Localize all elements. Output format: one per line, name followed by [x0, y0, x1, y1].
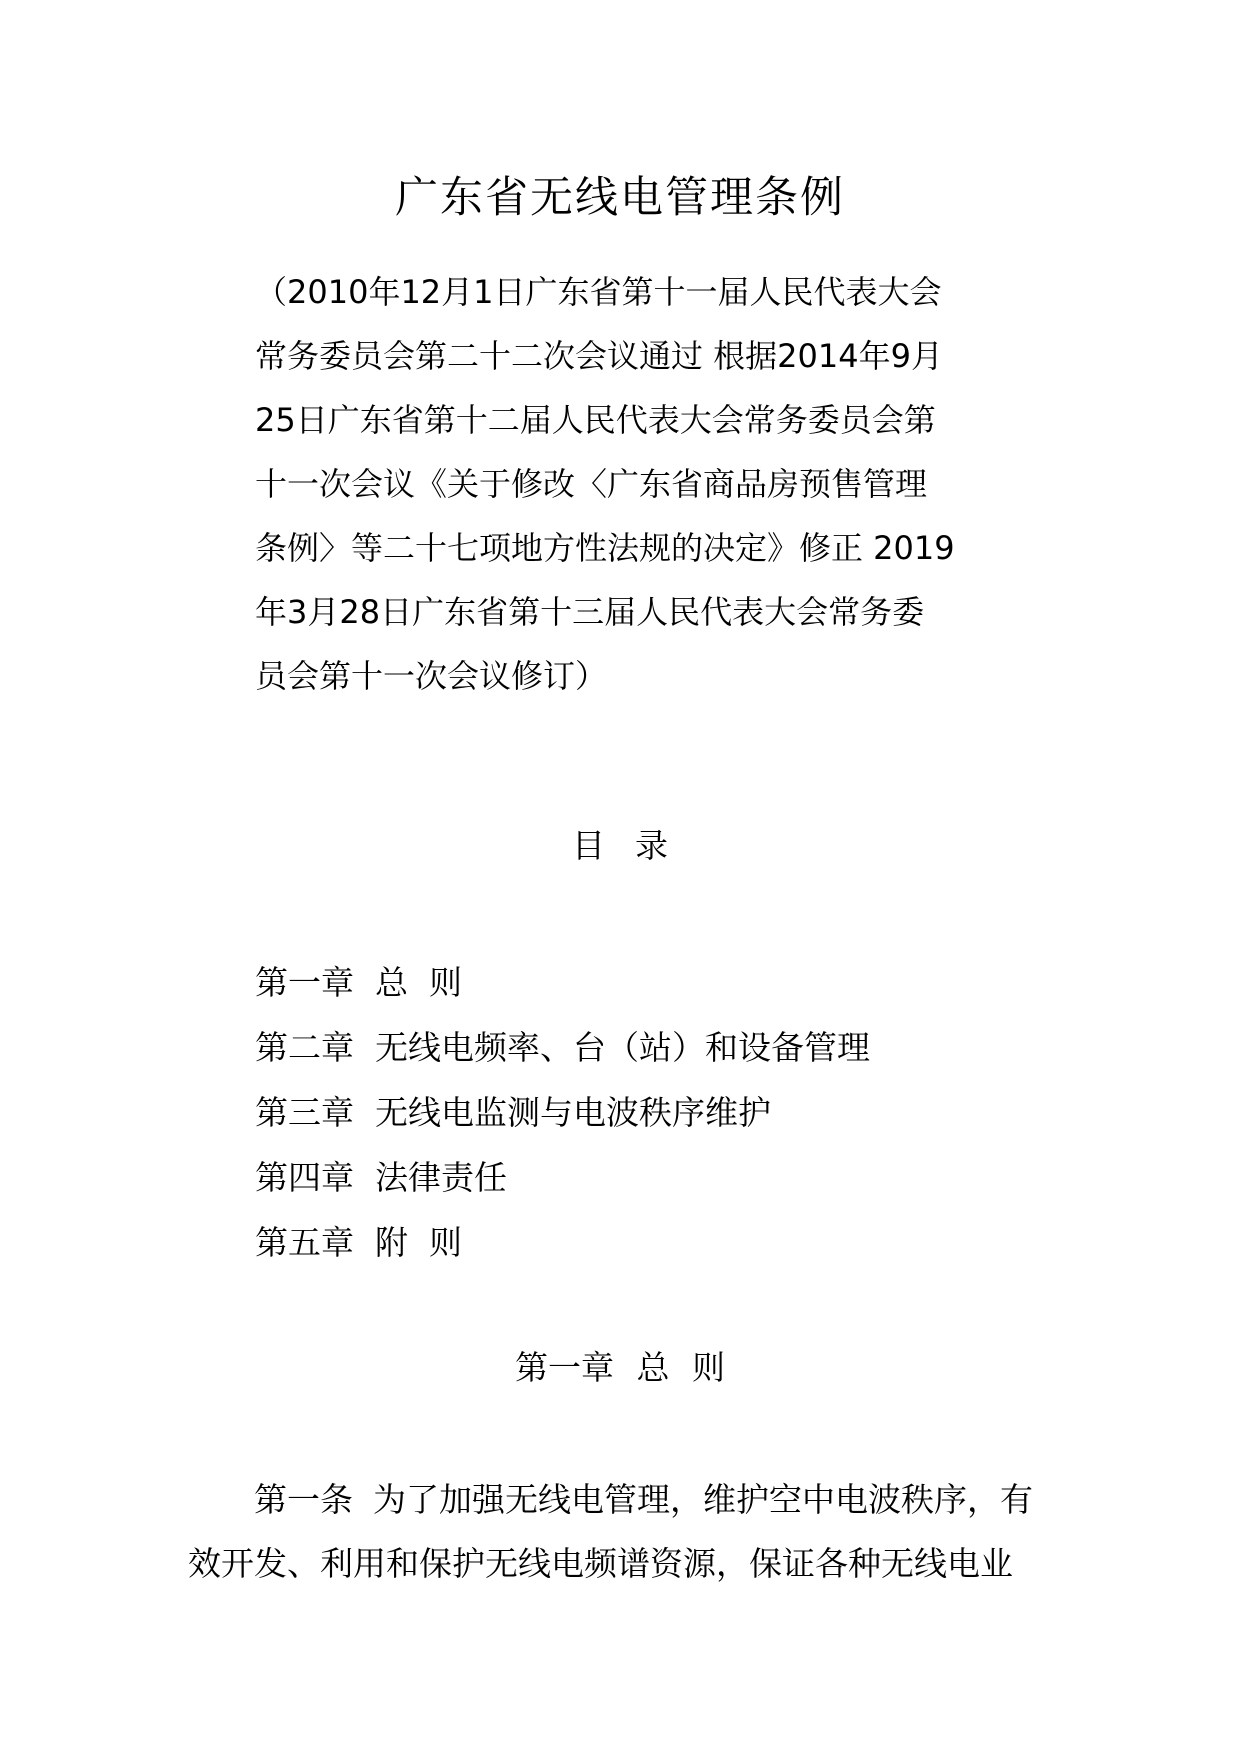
preamble-line: （2010年12月1日广东省第十一届人民代表大会: [255, 273, 942, 311]
chapter-heading: 第一章 总 则: [515, 1348, 725, 1387]
preamble-line: 常务委员会第二十二次会议通过 根据2014年9月: [255, 337, 943, 375]
toc-item: [255, 1015, 1000, 1080]
toc-item-title: 总 则: [375, 963, 462, 1002]
toc-item-number: 第五章: [255, 1223, 354, 1262]
article-1: [188, 1468, 1058, 1596]
preamble: [255, 260, 1000, 708]
document-title: 广东省无线电管理条例: [395, 173, 845, 223]
article-line: [188, 1468, 1058, 1532]
toc-item-number: 第三章: [255, 1093, 354, 1132]
preamble-line: 员会第十一次会议修订）: [255, 657, 608, 695]
toc-item-title: 无线电监测与电波秩序维护: [375, 1093, 771, 1132]
toc-heading: 目录: [572, 826, 698, 865]
preamble-line: 年3月28日广东省第十三届人民代表大会常务委: [255, 593, 925, 631]
preamble-line: 25日广东省第十二届人民代表大会常务委员会第: [255, 401, 936, 439]
article-label: 第一条: [254, 1480, 353, 1519]
toc-item: [255, 950, 1000, 1015]
article-text: 为了加强无线电管理，维护空中电波秩序，有: [373, 1480, 1033, 1519]
toc-item-title: 法律责任: [375, 1158, 507, 1197]
toc-item-title: 无线电频率、台（站）和设备管理: [375, 1028, 870, 1067]
toc-item-number: 第一章: [255, 963, 354, 1002]
preamble-line: 条例〉等二十七项地方性法规的决定》修正 2019: [255, 529, 955, 567]
toc-item-number: 第二章: [255, 1028, 354, 1067]
article-line: 效开发、利用和保护无线电频谱资源，保证各种无线电业: [188, 1544, 1013, 1583]
toc-item: [255, 1145, 1000, 1210]
preamble-line: 十一次会议《关于修改〈广东省商品房预售管理: [255, 465, 928, 503]
toc-item: [255, 1080, 1000, 1145]
table-of-contents: [255, 950, 1000, 1275]
toc-item-title: 附 则: [375, 1223, 462, 1262]
toc-item-number: 第四章: [255, 1158, 354, 1197]
toc-item: [255, 1210, 1000, 1275]
